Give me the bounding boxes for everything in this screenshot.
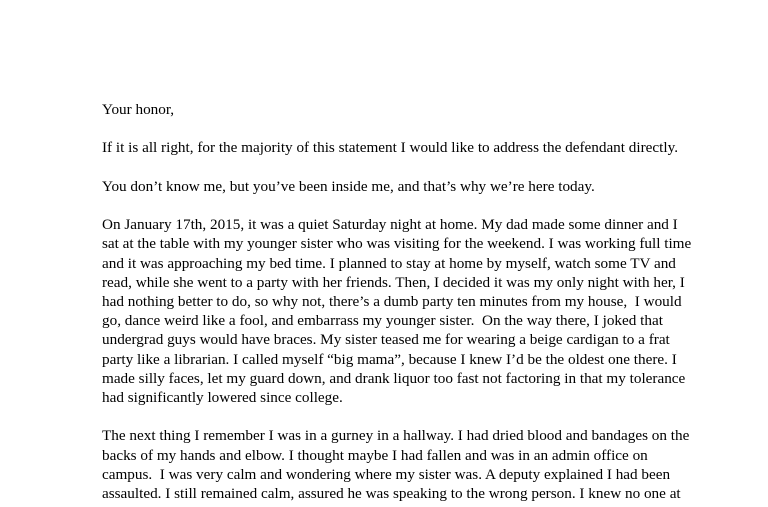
text-line: had significantly lowered since college. (102, 389, 343, 406)
text-line: assaulted. I still remained calm, assured he was speaking to the wrong person. I knew no one at (102, 485, 681, 502)
paragraph-hallway (102, 426, 768, 503)
text-line: made silly faces, let my guard down, and drank liquor too fast not factoring in that my tolerance (102, 369, 686, 387)
text-line: party like a librarian. I called myself “big mama”, because I knew I’d be the oldest one there. I (102, 350, 677, 368)
text-line: If it is all right, for the majority of this statement I would like to address the defendant directly. (102, 139, 678, 157)
paragraph-intro (102, 138, 768, 157)
text-line: had nothing better to do, so why not, there’s a dumb party ten minutes from my house, I would (102, 292, 682, 310)
text-line: backs of my hands and elbow. I thought maybe I had fallen and was in an admin office on (102, 446, 648, 464)
salutation (102, 100, 768, 119)
text-line: On January 17th, 2015, it was a quiet Saturday night at home. My dad made some dinner and I (102, 216, 678, 234)
text-line: The next thing I remember I was in a gurney in a hallway. I had dried blood and bandages on the (102, 427, 690, 445)
paragraph-night (102, 215, 768, 407)
text-line: read, while she went to a party with her friends. Then, I decided it was my only night with her, I (102, 273, 685, 291)
text-line: and it was approaching my bed time. I planned to stay at home by myself, watch some TV and (102, 254, 676, 272)
statement-text (102, 100, 768, 507)
text-line: undergrad guys would have braces. My sister teased me for wearing a beige cardigan to a frat (102, 331, 670, 349)
salutation-line: Your honor, (102, 101, 175, 118)
text-line: sat at the table with my younger sister who was visiting for the weekend. I was working full time (102, 235, 692, 253)
text-line: You don’t know me, but you’ve been inside me, and that’s why we’re here today. (102, 177, 595, 195)
paragraph-address (102, 177, 768, 196)
text-line: go, dance weird like a fool, and embarrass my younger sister. On the way there, I joked that (102, 312, 663, 330)
text-line: campus. I was very calm and wondering where my sister was. A deputy explained I had been (102, 465, 671, 483)
